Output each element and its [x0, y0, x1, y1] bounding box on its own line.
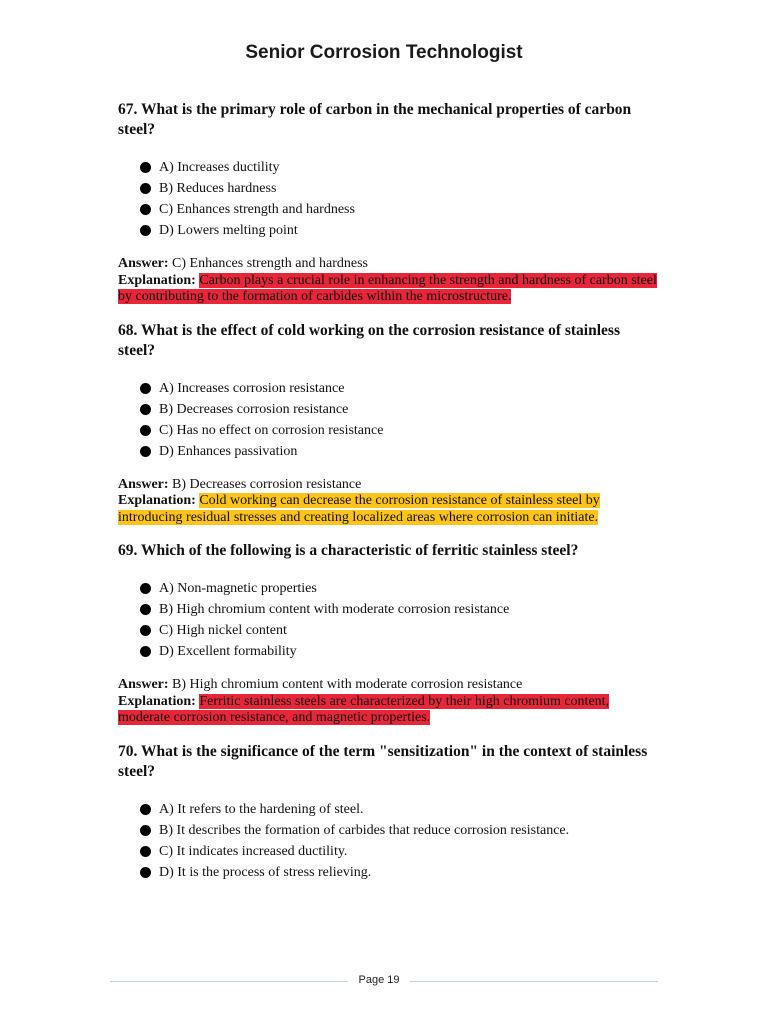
- question-text: 67. What is the primary role of carbon in the mechanical properties of carbon steel?: [118, 101, 632, 138]
- options-list: [140, 578, 658, 662]
- option-c: [140, 841, 658, 862]
- answer-line: [118, 256, 658, 273]
- bullet-icon: [140, 425, 151, 436]
- page-footer: [110, 972, 658, 992]
- option-a: [140, 378, 658, 399]
- option-label: A) Increases corrosion resistance: [159, 380, 345, 396]
- option-a: [140, 157, 658, 178]
- option-c: [140, 199, 658, 220]
- answer-label: Answer:: [118, 476, 169, 492]
- answer-label: Answer:: [118, 677, 169, 692]
- explanation-line: [118, 493, 658, 526]
- explanation-label: Explanation:: [118, 272, 196, 288]
- explanation-label: Explanation:: [118, 693, 196, 709]
- footer-rule-left: [110, 981, 348, 982]
- answer-line: [118, 677, 658, 694]
- bullet-icon: [140, 204, 151, 215]
- option-b: [140, 399, 658, 420]
- option-label: D) Excellent formability: [159, 644, 297, 659]
- option-d: [140, 641, 658, 662]
- page-number: Page 19: [358, 974, 400, 986]
- option-label: A) It refers to the hardening of steel.: [159, 801, 364, 817]
- option-a: [140, 578, 658, 599]
- bullet-icon: [140, 625, 151, 636]
- option-label: D) It is the process of stress relieving.: [159, 864, 372, 880]
- question-68: [118, 321, 658, 527]
- option-label: C) Enhances strength and hardness: [159, 202, 355, 217]
- explanation-text: Cold working can decrease the corrosion resistance of stainless steel by introducing residual stresses and creating localized areas where corrosion can initiate.: [118, 493, 600, 525]
- page-title: Senior Corrosion Technologist: [245, 42, 523, 63]
- explanation-line: [118, 273, 658, 306]
- option-label: A) Increases ductility: [159, 160, 280, 175]
- option-label: C) It indicates increased ductility.: [159, 843, 348, 859]
- bullet-icon: [140, 446, 151, 457]
- options-list: [140, 157, 658, 241]
- bullet-icon: [140, 404, 151, 415]
- option-label: C) Has no effect on corrosion resistance: [159, 422, 384, 438]
- option-d: [140, 862, 658, 883]
- option-label: B) Reduces hardness: [159, 181, 277, 196]
- option-b: [140, 599, 658, 620]
- option-b: [140, 178, 658, 199]
- explanation-line: [118, 694, 658, 727]
- explanation-label: Explanation:: [118, 493, 196, 508]
- bullet-icon: [140, 583, 151, 594]
- bullet-icon: [140, 804, 151, 815]
- explanation-text: Carbon plays a crucial role in enhancing the strength and hardness of carbon steel by contributing to the formation of carbides within the microstructure.: [118, 272, 657, 304]
- answer-label: Answer:: [118, 256, 169, 271]
- question-70: [118, 742, 658, 883]
- options-list: [140, 378, 658, 462]
- bullet-icon: [140, 162, 151, 173]
- option-label: B) Decreases corrosion resistance: [159, 401, 349, 417]
- bullet-icon: [140, 225, 151, 236]
- answer-line: [118, 477, 658, 494]
- option-label: D) Enhances passivation: [159, 443, 298, 459]
- question-text: 69. Which of the following is a characteristic of ferritic stainless steel?: [118, 542, 579, 559]
- option-label: B) It describes the formation of carbides that reduce corrosion resistance.: [159, 822, 570, 838]
- bullet-icon: [140, 183, 151, 194]
- answer-text: C) Enhances strength and hardness: [172, 256, 368, 271]
- bullet-icon: [140, 846, 151, 857]
- option-b: [140, 820, 658, 841]
- explanation-text: Ferritic stainless steels are characterized by their high chromium content, moderate corrosion resistance, and magnetic properties.: [118, 693, 610, 725]
- bullet-icon: [140, 867, 151, 878]
- option-label: C) High nickel content: [159, 623, 287, 638]
- answer-text: B) Decreases corrosion resistance: [172, 476, 362, 492]
- bullet-icon: [140, 825, 151, 836]
- options-list: [140, 799, 658, 883]
- question-69: [118, 541, 658, 727]
- option-label: D) Lowers melting point: [159, 223, 298, 238]
- footer-rule-right: [410, 981, 658, 982]
- option-a: [140, 799, 658, 820]
- option-c: [140, 620, 658, 641]
- question-67: [118, 100, 658, 306]
- option-c: [140, 420, 658, 441]
- option-d: [140, 220, 658, 241]
- option-d: [140, 441, 658, 462]
- option-label: B) High chromium content with moderate corrosion resistance: [159, 602, 510, 617]
- bullet-icon: [140, 383, 151, 394]
- question-text: 68. What is the effect of cold working on the corrosion resistance of stainless steel?: [118, 321, 620, 359]
- answer-text: B) High chromium content with moderate corrosion resistance: [172, 677, 523, 692]
- question-text: 70. What is the significance of the term "sensitization" in the context of stainless steel?: [118, 742, 648, 780]
- bullet-icon: [140, 646, 151, 657]
- questions-container: [118, 100, 658, 898]
- bullet-icon: [140, 604, 151, 615]
- option-label: A) Non-magnetic properties: [159, 581, 317, 596]
